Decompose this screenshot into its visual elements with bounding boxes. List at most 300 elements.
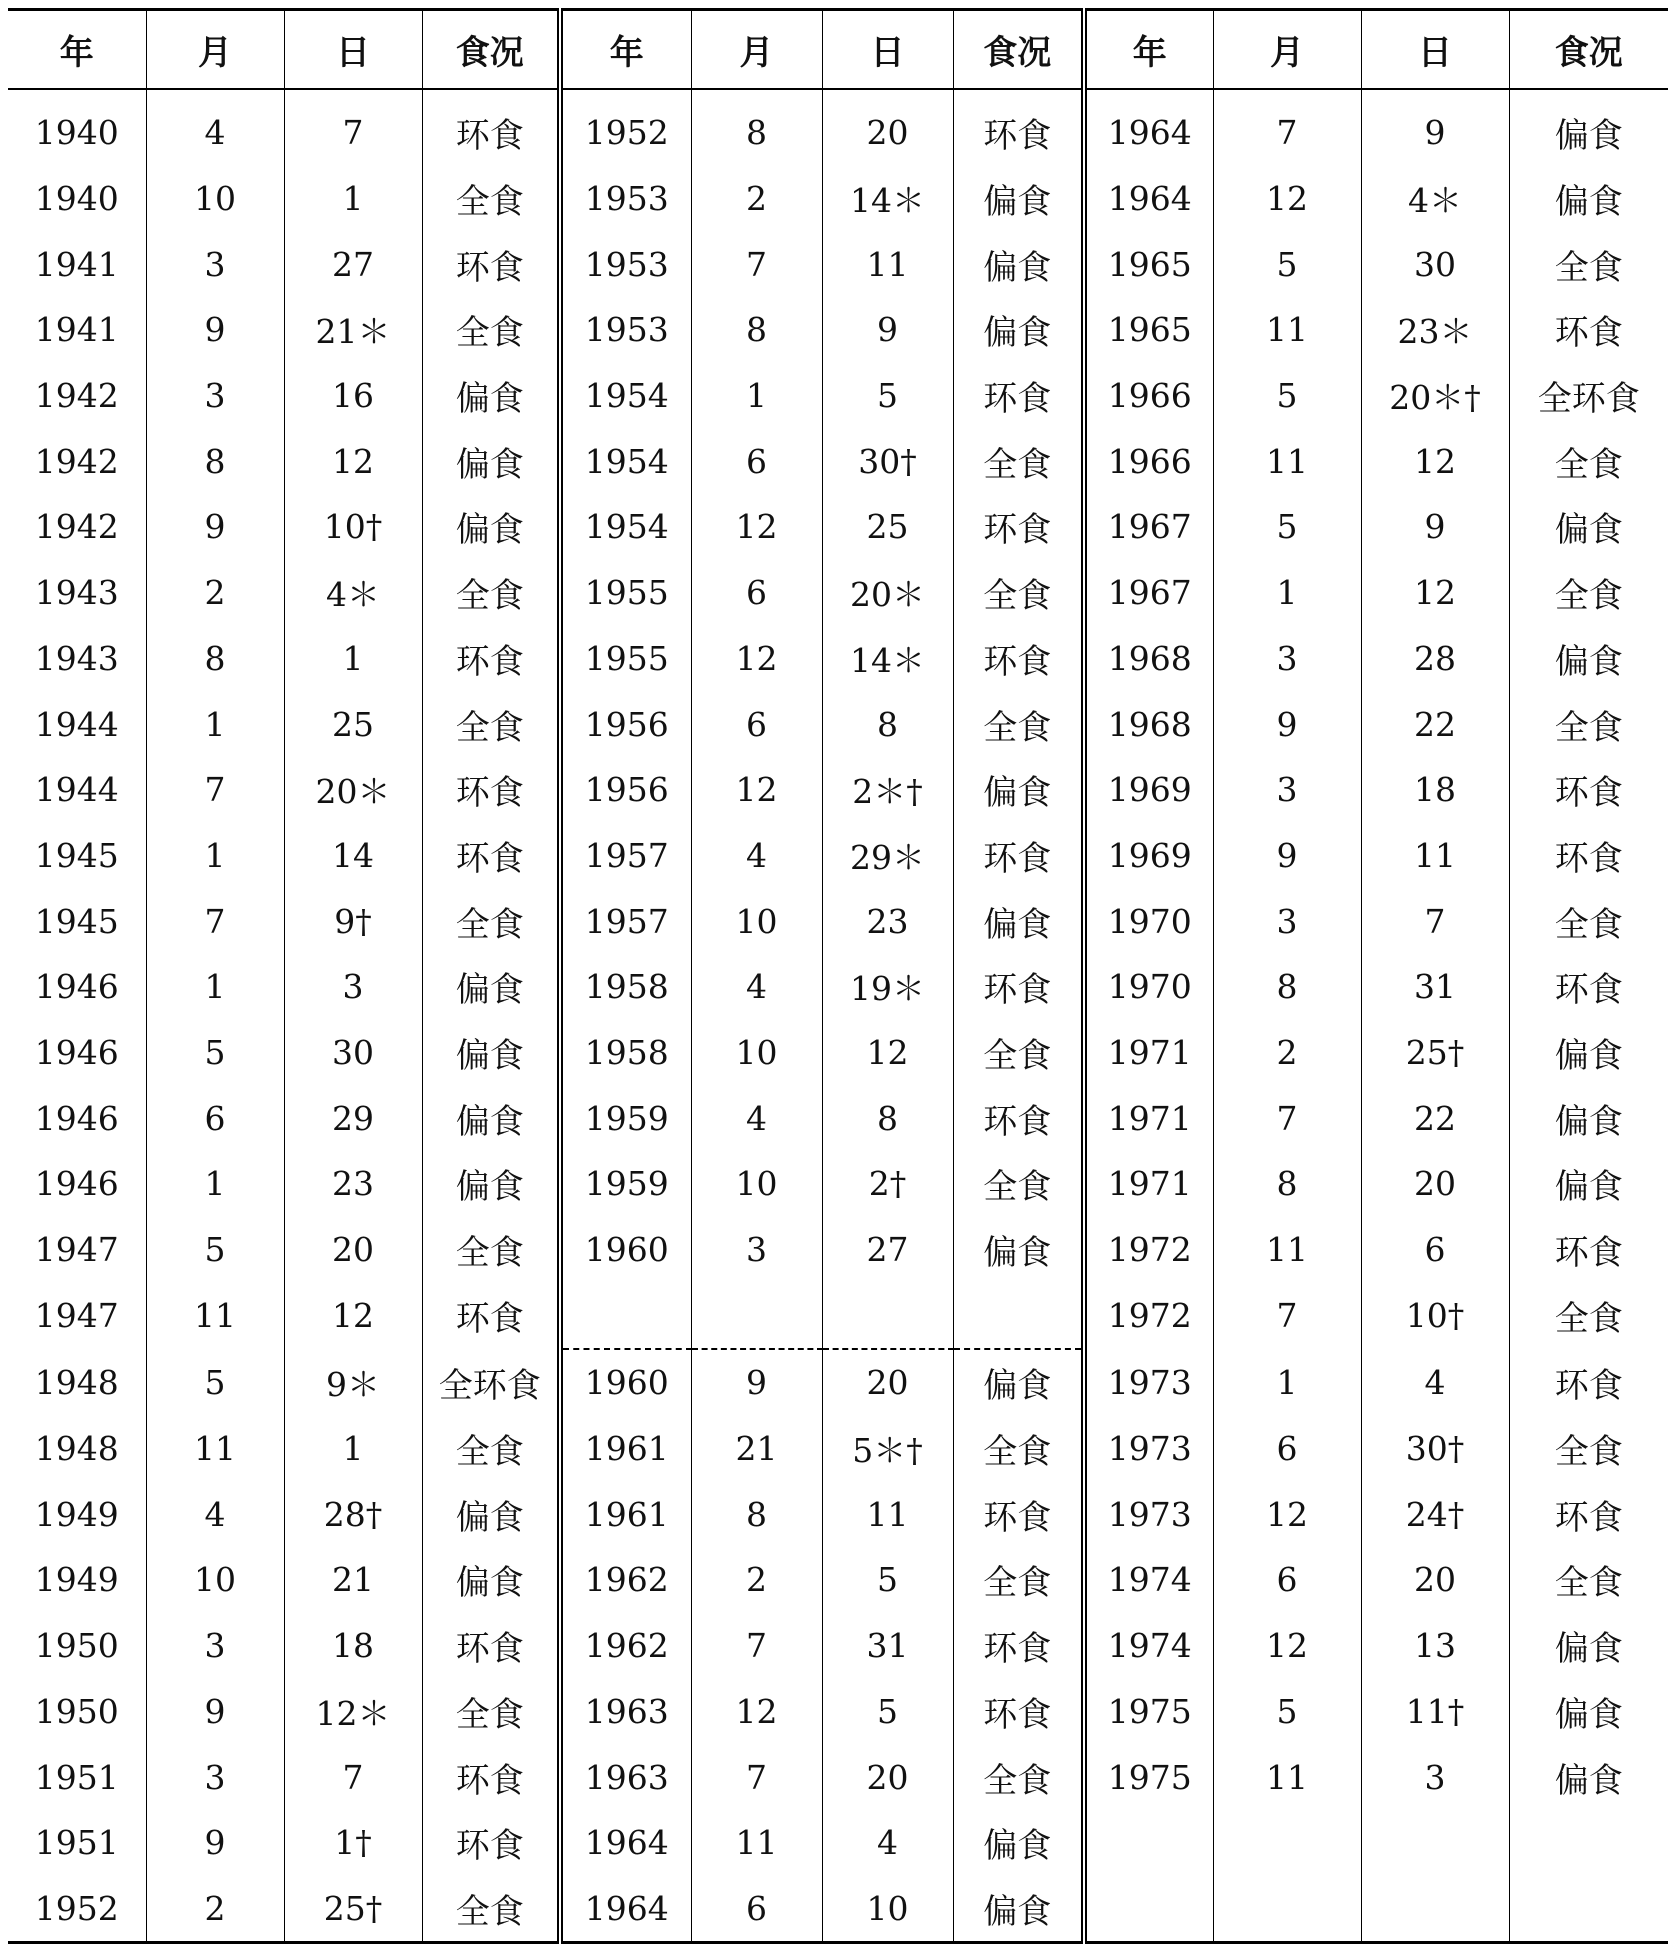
- cell-eclipse-type: 偏食: [953, 1810, 1084, 1876]
- cell-day: 10†: [1361, 1282, 1509, 1349]
- cell-year: 1947: [34, 1296, 119, 1336]
- table-row: [8, 1282, 1668, 1349]
- cell-day: 5: [822, 1547, 953, 1613]
- cell-eclipse-type: 全环食: [1509, 363, 1668, 429]
- cell-year: 1950: [34, 1691, 119, 1731]
- table-row: [8, 1416, 1668, 1482]
- cell-day: 21＊: [284, 297, 422, 363]
- cell-eclipse-type: 全食: [422, 1876, 560, 1943]
- cell-month: 12: [1213, 166, 1361, 232]
- cell-eclipse-type: [1509, 1810, 1668, 1876]
- cell-year: 1969: [1084, 757, 1213, 823]
- cell-year: 1949: [34, 1560, 119, 1600]
- cell-day: 11: [1361, 823, 1509, 889]
- header-year: 年: [8, 10, 146, 90]
- cell-day: 11†: [1361, 1679, 1509, 1745]
- cell-year: 1953: [560, 166, 691, 232]
- cell-month: 12: [1213, 1481, 1361, 1547]
- cell-year: 1964: [1084, 89, 1213, 166]
- cell-month: 11: [1213, 428, 1361, 494]
- table-row: [8, 231, 1668, 297]
- cell-day: 12: [1361, 560, 1509, 626]
- cell-month: 5: [1213, 231, 1361, 297]
- cell-eclipse-type: 环食: [953, 1481, 1084, 1547]
- cell-day: 23＊: [1361, 297, 1509, 363]
- cell-month: 11: [1213, 1744, 1361, 1810]
- cell-eclipse-type: 偏食: [1509, 1020, 1668, 1086]
- cell-year: 1965: [1084, 297, 1213, 363]
- cell-eclipse-type: 环食: [1509, 757, 1668, 823]
- cell-eclipse-type: 偏食: [1509, 1085, 1668, 1151]
- table-row: [8, 1085, 1668, 1151]
- cell-day: 25†: [284, 1876, 422, 1943]
- cell-year: 1970: [1084, 954, 1213, 1020]
- cell-month: 9: [146, 494, 284, 560]
- cell-year: 1972: [1084, 1282, 1213, 1349]
- cell-month: 5: [146, 1217, 284, 1283]
- cell-year: 1975: [1084, 1679, 1213, 1745]
- cell-eclipse-type: 全食: [422, 560, 560, 626]
- cell-month: 7: [691, 1613, 822, 1679]
- cell-day: 20: [284, 1217, 422, 1283]
- cell-eclipse-type: 环食: [1509, 297, 1668, 363]
- cell-day: 24†: [1361, 1481, 1509, 1547]
- cell-month: 10: [691, 1151, 822, 1217]
- cell-eclipse-type: [953, 1282, 1084, 1349]
- table-row: [8, 89, 1668, 166]
- cell-year: [560, 1282, 691, 1349]
- cell-year: 1958: [560, 954, 691, 1020]
- cell-year: 1968: [1084, 691, 1213, 757]
- cell-year: 1950: [34, 1626, 119, 1666]
- cell-month: [691, 1282, 822, 1349]
- cell-month: 5: [1213, 363, 1361, 429]
- table-row: [8, 494, 1668, 560]
- cell-day: 9†: [284, 888, 422, 954]
- cell-month: 3: [146, 363, 284, 429]
- cell-year: 1960: [560, 1349, 691, 1416]
- cell-year: 1973: [1084, 1349, 1213, 1416]
- cell-year: 1956: [560, 691, 691, 757]
- cell-eclipse-type: 环食: [422, 626, 560, 692]
- table-row: [8, 757, 1668, 823]
- cell-day: 1†: [284, 1810, 422, 1876]
- cell-day: 28†: [284, 1481, 422, 1547]
- cell-year: 1952: [8, 1876, 146, 1943]
- cell-eclipse-type: 偏食: [1509, 166, 1668, 232]
- cell-month: 3: [146, 231, 284, 297]
- cell-month: 8: [691, 1481, 822, 1547]
- cell-eclipse-type: 环食: [1509, 954, 1668, 1020]
- cell-day: 2＊†: [822, 757, 953, 823]
- cell-eclipse-type: 偏食: [953, 757, 1084, 823]
- cell-month: 11: [1213, 297, 1361, 363]
- cell-year: 1955: [560, 626, 691, 692]
- cell-day: 30†: [822, 428, 953, 494]
- cell-eclipse-type: 全食: [1509, 888, 1668, 954]
- cell-eclipse-type: [1509, 1876, 1668, 1943]
- cell-eclipse-type: 环食: [422, 1282, 560, 1349]
- cell-day: 12: [1361, 428, 1509, 494]
- cell-day: 5: [822, 1679, 953, 1745]
- cell-day: 31: [1361, 954, 1509, 1020]
- table-body: [8, 89, 1668, 1943]
- cell-day: 29＊: [822, 823, 953, 889]
- cell-month: 7: [146, 888, 284, 954]
- cell-month: 3: [146, 1744, 284, 1810]
- cell-month: 6: [691, 560, 822, 626]
- cell-eclipse-type: 环食: [422, 757, 560, 823]
- cell-eclipse-type: 偏食: [422, 428, 560, 494]
- cell-year: 1954: [560, 363, 691, 429]
- cell-year: 1942: [34, 376, 119, 416]
- cell-year: [1084, 1876, 1213, 1943]
- cell-month: 6: [1213, 1416, 1361, 1482]
- table-row: [8, 166, 1668, 232]
- cell-eclipse-type: 全食: [422, 166, 560, 232]
- cell-month: 21: [691, 1416, 822, 1482]
- cell-eclipse-type: 环食: [953, 626, 1084, 692]
- cell-day: 16: [284, 363, 422, 429]
- cell-month: 2: [146, 1876, 284, 1943]
- cell-month: 2: [691, 166, 822, 232]
- cell-year: 1975: [1084, 1744, 1213, 1810]
- table-row: [8, 560, 1668, 626]
- cell-eclipse-type: 环食: [422, 231, 560, 297]
- cell-day: 9: [822, 297, 953, 363]
- cell-year: 1960: [560, 1217, 691, 1283]
- cell-day: 7: [1361, 888, 1509, 954]
- cell-year: 1949: [34, 1494, 119, 1534]
- cell-year: 1948: [34, 1362, 119, 1402]
- cell-day: 25: [822, 494, 953, 560]
- cell-year: 1942: [34, 507, 119, 547]
- cell-year: 1971: [1084, 1085, 1213, 1151]
- cell-year: [1084, 1810, 1213, 1876]
- cell-month: 3: [1213, 626, 1361, 692]
- cell-month: 3: [1213, 757, 1361, 823]
- cell-month: 12: [691, 626, 822, 692]
- table-row: [8, 888, 1668, 954]
- cell-day: 20＊: [284, 757, 422, 823]
- cell-day: 13: [1361, 1613, 1509, 1679]
- cell-year: 1941: [34, 244, 119, 284]
- header-year: 年: [1084, 10, 1213, 90]
- cell-year: 1964: [560, 1876, 691, 1943]
- cell-day: 30†: [1361, 1416, 1509, 1482]
- cell-month: 7: [146, 757, 284, 823]
- cell-day: 12: [284, 1282, 422, 1349]
- header-day: 日: [284, 10, 422, 90]
- header-eclipse-type: 食况: [422, 10, 560, 90]
- cell-month: 12: [691, 757, 822, 823]
- cell-eclipse-type: 全食: [953, 428, 1084, 494]
- cell-month: [1213, 1876, 1361, 1943]
- header-day: 日: [822, 10, 953, 90]
- cell-year: 1946: [34, 1098, 119, 1138]
- cell-year: 1965: [1084, 231, 1213, 297]
- cell-year: 1958: [560, 1020, 691, 1086]
- cell-eclipse-type: 偏食: [422, 1151, 560, 1217]
- cell-year: 1974: [1084, 1613, 1213, 1679]
- cell-month: 7: [1213, 1085, 1361, 1151]
- cell-day: 2†: [822, 1151, 953, 1217]
- cell-eclipse-type: 环食: [422, 1810, 560, 1876]
- cell-month: 8: [146, 626, 284, 692]
- cell-day: [822, 1282, 953, 1349]
- cell-day: 6: [1361, 1217, 1509, 1283]
- cell-month: 11: [691, 1810, 822, 1876]
- cell-month: 8: [1213, 1151, 1361, 1217]
- cell-year: 1963: [560, 1744, 691, 1810]
- cell-month: 8: [691, 89, 822, 166]
- cell-month: 10: [691, 1020, 822, 1086]
- cell-eclipse-type: 偏食: [1509, 89, 1668, 166]
- cell-day: 8: [822, 691, 953, 757]
- cell-eclipse-type: 偏食: [953, 297, 1084, 363]
- table-row: [8, 1020, 1668, 1086]
- header-month: 月: [1213, 10, 1361, 90]
- cell-day: 1: [284, 166, 422, 232]
- cell-eclipse-type: 全食: [953, 1151, 1084, 1217]
- cell-year: 1957: [560, 823, 691, 889]
- cell-day: 25†: [1361, 1020, 1509, 1086]
- cell-eclipse-type: 偏食: [953, 1217, 1084, 1283]
- cell-year: 1940: [34, 179, 119, 219]
- table-row: [8, 1744, 1668, 1810]
- table-row: [8, 626, 1668, 692]
- cell-day: 19＊: [822, 954, 953, 1020]
- cell-eclipse-type: 偏食: [1509, 626, 1668, 692]
- cell-eclipse-type: 全食: [953, 1547, 1084, 1613]
- cell-eclipse-type: 环食: [953, 89, 1084, 166]
- cell-eclipse-type: 环食: [422, 1613, 560, 1679]
- cell-day: 30: [284, 1020, 422, 1086]
- cell-day: 4: [1361, 1349, 1509, 1416]
- cell-month: 5: [1213, 494, 1361, 560]
- cell-year: 1955: [560, 560, 691, 626]
- cell-day: 10†: [284, 494, 422, 560]
- cell-day: 20＊†: [1361, 363, 1509, 429]
- cell-year: 1946: [34, 1032, 119, 1072]
- cell-eclipse-type: 偏食: [1509, 1613, 1668, 1679]
- cell-month: 8: [1213, 954, 1361, 1020]
- cell-year: 1962: [560, 1547, 691, 1613]
- cell-day: 9: [1361, 494, 1509, 560]
- cell-year: 1959: [560, 1085, 691, 1151]
- cell-month: 2: [691, 1547, 822, 1613]
- cell-day: 4＊: [284, 560, 422, 626]
- cell-month: 8: [146, 428, 284, 494]
- cell-day: 12: [822, 1020, 953, 1086]
- cell-day: 7: [284, 89, 422, 166]
- cell-month: 10: [146, 166, 284, 232]
- cell-month: 1: [146, 823, 284, 889]
- table-row: [8, 1810, 1668, 1876]
- cell-month: 8: [691, 297, 822, 363]
- header-row: [8, 10, 1668, 90]
- cell-year: 1966: [1084, 363, 1213, 429]
- cell-year: 1944: [34, 704, 119, 744]
- header-eclipse-type: 食况: [953, 10, 1084, 90]
- cell-eclipse-type: 偏食: [1509, 1744, 1668, 1810]
- cell-year: 1946: [34, 1164, 119, 1204]
- cell-eclipse-type: 全食: [422, 1217, 560, 1283]
- cell-day: 18: [1361, 757, 1509, 823]
- cell-eclipse-type: 全食: [1509, 1282, 1668, 1349]
- cell-year: 1972: [1084, 1217, 1213, 1283]
- cell-month: 9: [691, 1349, 822, 1416]
- cell-month: 6: [146, 1085, 284, 1151]
- cell-year: 1943: [34, 573, 119, 613]
- cell-eclipse-type: 全环食: [422, 1349, 560, 1416]
- header-eclipse-type: 食况: [1509, 10, 1668, 90]
- cell-year: 1946: [34, 967, 119, 1007]
- cell-eclipse-type: 全食: [422, 691, 560, 757]
- cell-day: 22: [1361, 1085, 1509, 1151]
- cell-month: 11: [146, 1416, 284, 1482]
- cell-eclipse-type: 环食: [953, 494, 1084, 560]
- cell-eclipse-type: 环食: [953, 1613, 1084, 1679]
- table-row: [8, 1679, 1668, 1745]
- cell-eclipse-type: 偏食: [953, 1349, 1084, 1416]
- cell-year: 1962: [560, 1613, 691, 1679]
- cell-eclipse-type: 全食: [1509, 691, 1668, 757]
- cell-eclipse-type: 环食: [422, 823, 560, 889]
- cell-day: 27: [284, 231, 422, 297]
- cell-eclipse-type: 偏食: [422, 1085, 560, 1151]
- header-month: 月: [691, 10, 822, 90]
- cell-eclipse-type: 偏食: [422, 363, 560, 429]
- cell-year: 1964: [560, 1810, 691, 1876]
- cell-eclipse-type: 全食: [422, 888, 560, 954]
- cell-year: 1961: [560, 1416, 691, 1482]
- cell-year: 1971: [1084, 1020, 1213, 1086]
- cell-month: 4: [146, 89, 284, 166]
- cell-month: 6: [691, 1876, 822, 1943]
- cell-month: 1: [146, 954, 284, 1020]
- cell-year: 1954: [560, 428, 691, 494]
- cell-day: 29: [284, 1085, 422, 1151]
- cell-month: 7: [1213, 89, 1361, 166]
- solar-eclipse-table: [8, 8, 1668, 1944]
- cell-eclipse-type: 环食: [953, 823, 1084, 889]
- cell-month: 10: [691, 888, 822, 954]
- cell-year: 1967: [1084, 560, 1213, 626]
- cell-day: 4＊: [1361, 166, 1509, 232]
- cell-month: 12: [691, 494, 822, 560]
- cell-year: 1974: [1084, 1547, 1213, 1613]
- cell-year: 1971: [1084, 1151, 1213, 1217]
- cell-month: 11: [146, 1282, 284, 1349]
- cell-month: 12: [691, 1679, 822, 1745]
- cell-year: 1947: [34, 1230, 119, 1270]
- cell-month: 6: [1213, 1547, 1361, 1613]
- cell-day: 20: [822, 1744, 953, 1810]
- cell-day: 25: [284, 691, 422, 757]
- cell-year: 1953: [560, 231, 691, 297]
- cell-month: 9: [146, 297, 284, 363]
- cell-day: 14: [284, 823, 422, 889]
- cell-month: 2: [146, 560, 284, 626]
- cell-eclipse-type: 环食: [1509, 1481, 1668, 1547]
- cell-year: 1945: [34, 835, 119, 875]
- cell-eclipse-type: 偏食: [953, 888, 1084, 954]
- cell-month: 5: [1213, 1679, 1361, 1745]
- cell-eclipse-type: 环食: [953, 954, 1084, 1020]
- cell-eclipse-type: 偏食: [953, 1876, 1084, 1943]
- cell-day: 5＊†: [822, 1416, 953, 1482]
- cell-year: 1943: [34, 638, 119, 678]
- cell-day: 12: [284, 428, 422, 494]
- cell-day: 3: [284, 954, 422, 1020]
- cell-year: 1963: [560, 1679, 691, 1745]
- cell-day: 20: [822, 1349, 953, 1416]
- cell-eclipse-type: 偏食: [953, 231, 1084, 297]
- cell-day: 5: [822, 363, 953, 429]
- cell-eclipse-type: 全食: [1509, 428, 1668, 494]
- cell-eclipse-type: 环食: [1509, 823, 1668, 889]
- cell-day: 7: [284, 1744, 422, 1810]
- cell-month: 6: [691, 691, 822, 757]
- cell-month: 1: [146, 691, 284, 757]
- cell-month: 5: [146, 1349, 284, 1416]
- cell-month: 1: [1213, 560, 1361, 626]
- cell-eclipse-type: 全食: [422, 1679, 560, 1745]
- cell-year: 1968: [1084, 626, 1213, 692]
- cell-day: 28: [1361, 626, 1509, 692]
- table-row: [8, 297, 1668, 363]
- table-row: [8, 1613, 1668, 1679]
- cell-eclipse-type: 全食: [953, 1744, 1084, 1810]
- cell-day: 20: [1361, 1151, 1509, 1217]
- cell-month: 3: [146, 1613, 284, 1679]
- cell-month: 3: [1213, 888, 1361, 954]
- cell-month: 10: [146, 1547, 284, 1613]
- cell-month: [1213, 1810, 1361, 1876]
- cell-year: 1941: [34, 310, 119, 350]
- cell-year: 1945: [34, 901, 119, 941]
- cell-day: 9＊: [284, 1349, 422, 1416]
- cell-year: 1951: [34, 1823, 119, 1863]
- table-row: [8, 1349, 1668, 1416]
- cell-year: 1970: [1084, 888, 1213, 954]
- cell-eclipse-type: 全食: [422, 1416, 560, 1482]
- cell-eclipse-type: 环食: [1509, 1217, 1668, 1283]
- cell-eclipse-type: 偏食: [422, 1547, 560, 1613]
- cell-day: 9: [1361, 89, 1509, 166]
- cell-month: 9: [1213, 823, 1361, 889]
- cell-year: 1961: [560, 1481, 691, 1547]
- table-row: [8, 1481, 1668, 1547]
- cell-day: 10: [822, 1876, 953, 1943]
- cell-year: 1942: [34, 441, 119, 481]
- table-row: [8, 1876, 1668, 1943]
- cell-day: [1361, 1876, 1509, 1943]
- cell-month: 6: [691, 428, 822, 494]
- cell-day: 11: [822, 1481, 953, 1547]
- cell-eclipse-type: 偏食: [422, 494, 560, 560]
- table-row: [8, 1151, 1668, 1217]
- cell-year: 1954: [560, 494, 691, 560]
- cell-month: 7: [691, 1744, 822, 1810]
- cell-year: 1952: [560, 89, 691, 166]
- cell-month: 7: [691, 231, 822, 297]
- table-row: [8, 363, 1668, 429]
- cell-day: 14＊: [822, 626, 953, 692]
- cell-month: 5: [146, 1020, 284, 1086]
- cell-eclipse-type: 全食: [953, 560, 1084, 626]
